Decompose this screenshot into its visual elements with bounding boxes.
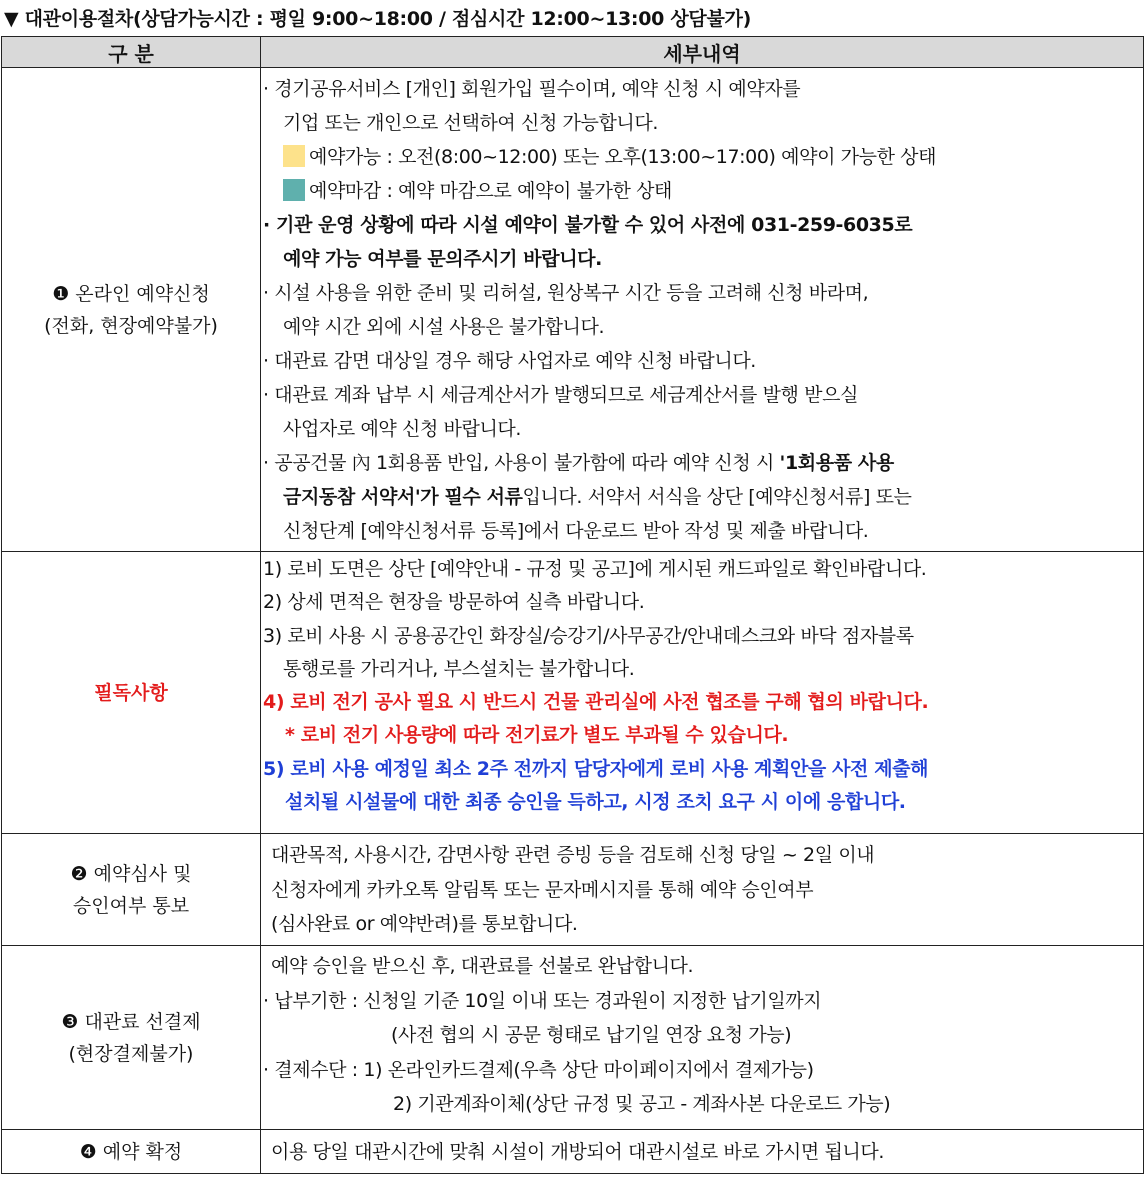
notice-line: 5) 로비 사용 예정일 최소 2주 전까지 담당자에게 로비 사용 계획안을 사전 제출해 — [263, 757, 929, 780]
detail-line: 예약 시간 외에 시설 사용은 불가합니다. — [283, 316, 605, 338]
table-row — [2, 1130, 1144, 1174]
detail-line: · 시설 사용을 위한 준비 및 리허설, 원상복구 시간 등을 고려해 신청 바라며, — [263, 282, 869, 304]
detail-line: 신청자에게 카카오톡 알림톡 또는 문자메시지를 통해 예약 승인여부 — [271, 878, 814, 901]
detail-line: · 기관 운영 상황에 따라 시설 예약이 불가할 수 있어 사전에 031-259-6035로 — [263, 214, 913, 236]
table-header-row — [2, 37, 1144, 68]
warning-line: * 로비 전기 사용량에 따라 전기료가 별도 부과될 수 있습니다. — [285, 724, 789, 747]
closed-swatch-icon — [283, 179, 305, 201]
row-label-must-read: 필독사항 — [2, 552, 261, 834]
detail-line: 통행로를 가리거나, 부스설치는 불가합니다. — [283, 657, 635, 680]
row-details-must-read — [261, 552, 1144, 834]
detail-line: 대관목적, 사용시간, 감면사항 관련 증빙 등을 검토해 신청 당일 ~ 2일 이내 — [271, 844, 875, 866]
detail-line: 금지동참 서약서'가 필수 서류입니다. 서약서 서식을 상단 [예약신청서류] 또는 — [283, 486, 912, 508]
detail-line: 예약 가능 여부를 문의주시기 바랍니다. — [283, 248, 602, 270]
detail-line: (사전 협의 시 공문 형태로 납기일 연장 요청 가능) — [391, 1024, 792, 1046]
detail-line: · 공공건물 內 1회용품 반입, 사용이 불가함에 따라 예약 신청 시 '1회용품 사용 — [263, 452, 894, 474]
detail-line: · 결제수단 : 1) 온라인카드결제(우측 상단 마이페이지에서 결제가능) — [263, 1058, 814, 1081]
warning-line: 4) 로비 전기 공사 필요 시 반드시 건물 관리실에 사전 협조를 구해 협의 바랍니다. — [263, 691, 929, 714]
detail-line: (심사완료 or 예약반려)를 통보합니다. — [271, 913, 578, 935]
legend-available: 예약가능 : 오전(8:00~12:00) 또는 오후(13:00~17:00) 예약이 가능한 상태 — [261, 140, 1143, 174]
detail-line: · 대관료 감면 대상일 경우 해당 사업자로 예약 신청 바랍니다. — [263, 350, 756, 372]
reservation-procedure-table — [1, 36, 1144, 1174]
detail-line: 이용 당일 대관시간에 맞춰 시설이 개방되어 대관시설로 바로 가시면 됩니다. — [271, 1140, 884, 1163]
legend-closed: 예약마감 : 예약 마감으로 예약이 불가한 상태 — [261, 174, 1143, 208]
row-details-prepayment — [261, 946, 1144, 1130]
detail-line: 예약 승인을 받으신 후, 대관료를 선불로 완납합니다. — [271, 955, 694, 977]
detail-line: 1) 로비 도면은 상단 [예약안내 - 규정 및 공고]에 게시된 캐드파일로 확인바랍니다. — [263, 558, 927, 580]
available-swatch-icon — [283, 145, 305, 167]
page-title: ▼ 대관이용절차(상담가능시간 : 평일 9:00~18:00 / 점심시간 12:00~13:00 상담불가) — [4, 8, 751, 30]
row-label-prepayment: ❸ 대관료 선결제 (현장결제불가) — [2, 946, 261, 1130]
row-details-review — [261, 834, 1144, 946]
header-category: 구 분 — [2, 37, 261, 68]
detail-line: · 대관료 계좌 납부 시 세금계산서가 발행되므로 세금계산서를 발행 받으실 — [263, 384, 859, 406]
detail-line: 2) 기관계좌이체(상단 규정 및 공고 - 계좌사본 다운로드 가능) — [393, 1093, 891, 1115]
detail-line: 사업자로 예약 신청 바랍니다. — [283, 418, 522, 440]
table-row — [2, 946, 1144, 1130]
detail-line: · 납부기한 : 신청일 기준 10일 이내 또는 경과원이 지정한 납기일까지 — [263, 989, 822, 1012]
detail-line: 신청단계 [예약신청서류 등록]에서 다운로드 받아 작성 및 제출 바랍니다. — [283, 520, 869, 542]
row-details-online-reservation — [261, 68, 1144, 552]
row-label-review: ❷ 예약심사 및 승인여부 통보 — [2, 834, 261, 946]
table-row — [2, 68, 1144, 552]
detail-line: 3) 로비 사용 시 공용공간인 화장실/승강기/사무공간/안내데스크와 바닥 점자블록 — [263, 624, 914, 647]
notice-line: 설치될 시설물에 대한 최종 승인을 득하고, 시정 조치 요구 시 이에 응합니다. — [285, 791, 906, 814]
detail-line: 2) 상세 면적은 현장을 방문하여 실측 바랍니다. — [263, 591, 645, 614]
row-details-confirmation — [261, 1130, 1144, 1174]
row-label-online-reservation: ❶ 온라인 예약신청 (전화, 현장예약불가) — [2, 68, 261, 552]
table-row — [2, 834, 1144, 946]
row-label-confirmation: ❹ 예약 확정 — [2, 1130, 261, 1174]
header-details: 세부내역 — [261, 37, 1144, 68]
detail-line: 기업 또는 개인으로 선택하여 신청 가능합니다. — [283, 112, 658, 134]
table-row — [2, 552, 1144, 834]
detail-line: · 경기공유서비스 [개인] 회원가입 필수이며, 예약 신청 시 예약자를 — [263, 78, 801, 100]
